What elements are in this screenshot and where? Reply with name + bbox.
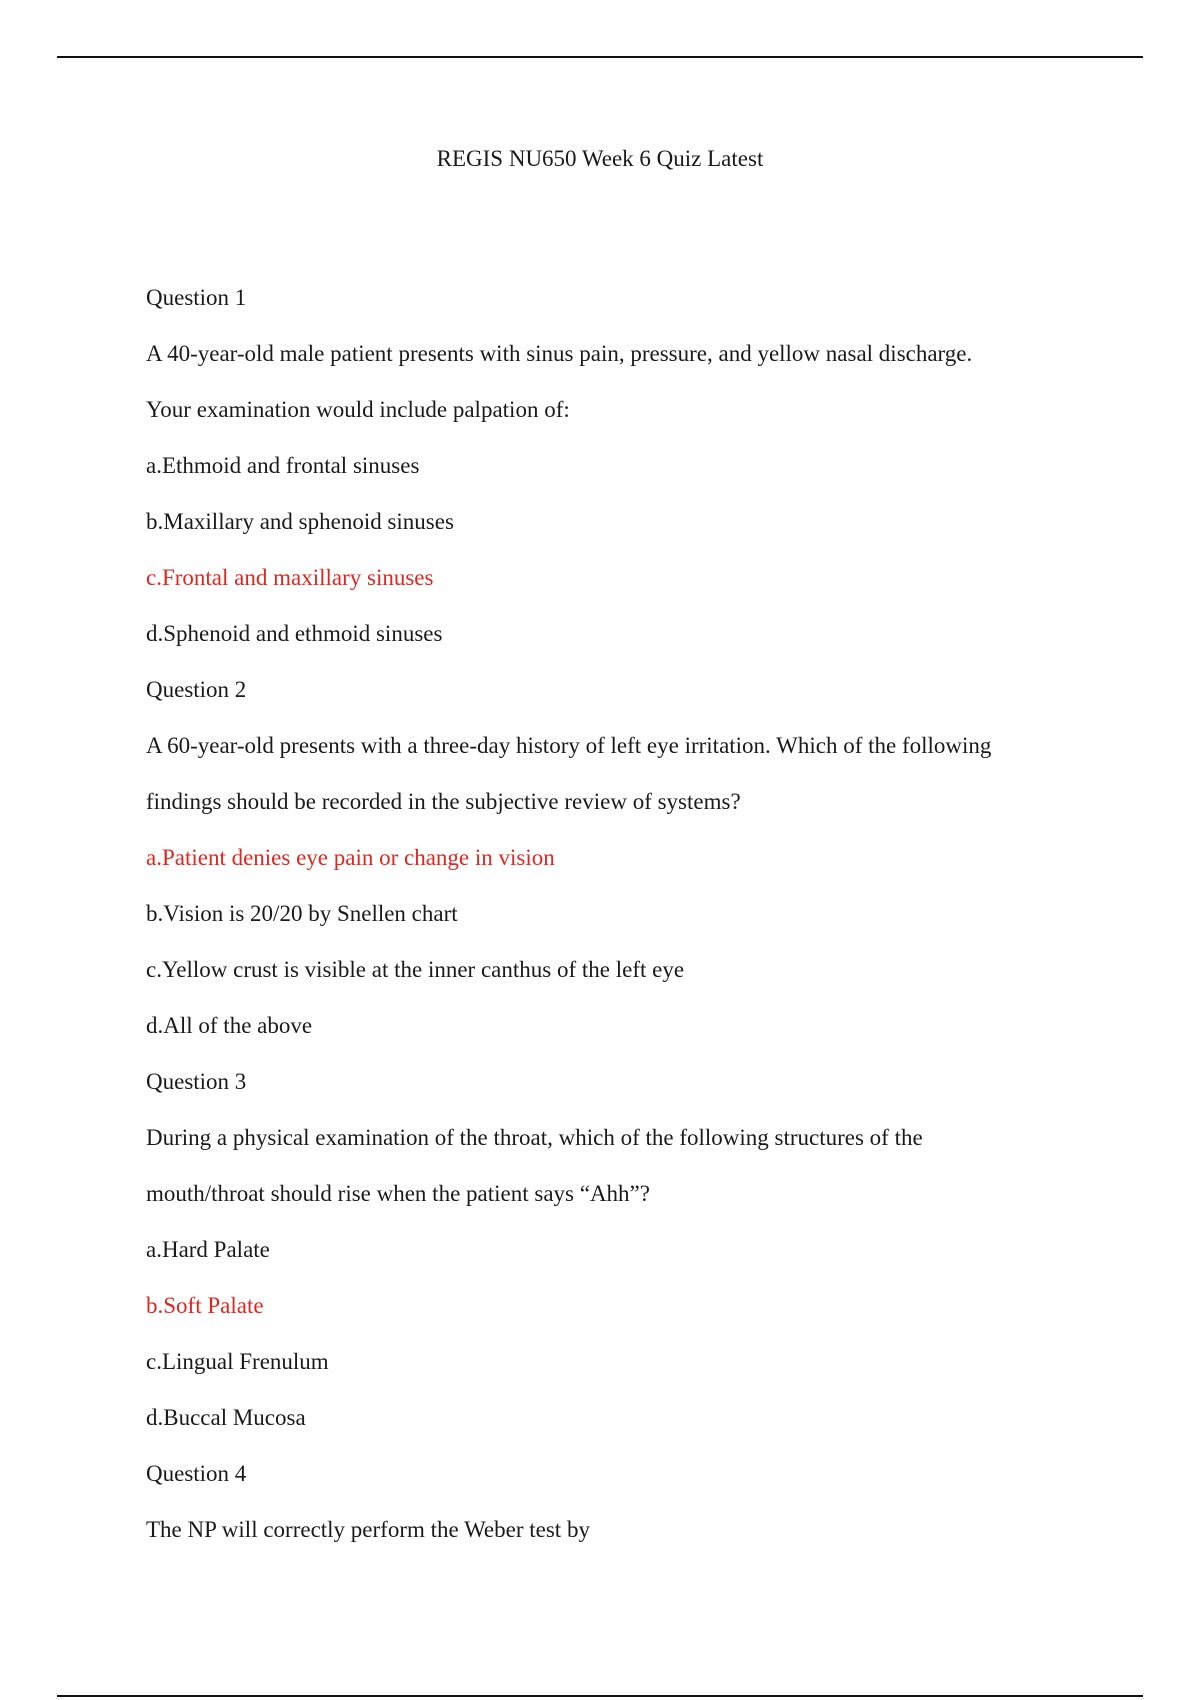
question-stem-line: A 40-year-old male patient presents with sinus pain, pressure, and yellow nasal discharge. [146,341,973,366]
answer-option: c.Lingual Frenulum [146,1349,329,1374]
answer-option: b.Vision is 20/20 by Snellen chart [146,901,458,926]
document-title: REGIS NU650 Week 6 Quiz Latest [436,146,764,171]
answer-option-correct: b.Soft Palate [146,1293,264,1318]
quiz-body [146,283,1066,1571]
answer-option-correct: a.Patient denies eye pain or change in vision [146,845,555,870]
question-block [146,1459,1066,1571]
answer-option: d.All of the above [146,1013,313,1038]
question-label: Question 2 [146,677,247,702]
question-stem-line: Your examination would include palpation of: [146,397,570,422]
answer-option: a.Ethmoid and frontal sinuses [146,453,420,478]
answer-option: c.Yellow crust is visible at the inner canthus of the left eye [146,957,685,982]
question-block [146,283,1066,675]
question-block [146,675,1066,1067]
question-stem-line: A 60-year-old presents with a three-day history of left eye irritation. Which of the following [146,733,992,758]
question-label: Question 4 [146,1461,247,1486]
bottom-rule [57,1695,1143,1697]
answer-option: a.Hard Palate [146,1237,270,1262]
question-label: Question 1 [146,285,247,310]
answer-option: d.Buccal Mucosa [146,1405,306,1430]
question-stem-line: During a physical examination of the throat, which of the following structures of the [146,1125,923,1150]
question-label: Question 3 [146,1069,247,1094]
question-stem-line: mouth/throat should rise when the patient says “Ahh”? [146,1181,650,1206]
top-rule [57,56,1143,58]
answer-option-correct: c.Frontal and maxillary sinuses [146,565,434,590]
question-block [146,1067,1066,1459]
answer-option: b.Maxillary and sphenoid sinuses [146,509,454,534]
question-stem-line: findings should be recorded in the subjective review of systems? [146,789,741,814]
question-stem-line: The NP will correctly perform the Weber test by [146,1517,590,1542]
answer-option: d.Sphenoid and ethmoid sinuses [146,621,443,646]
